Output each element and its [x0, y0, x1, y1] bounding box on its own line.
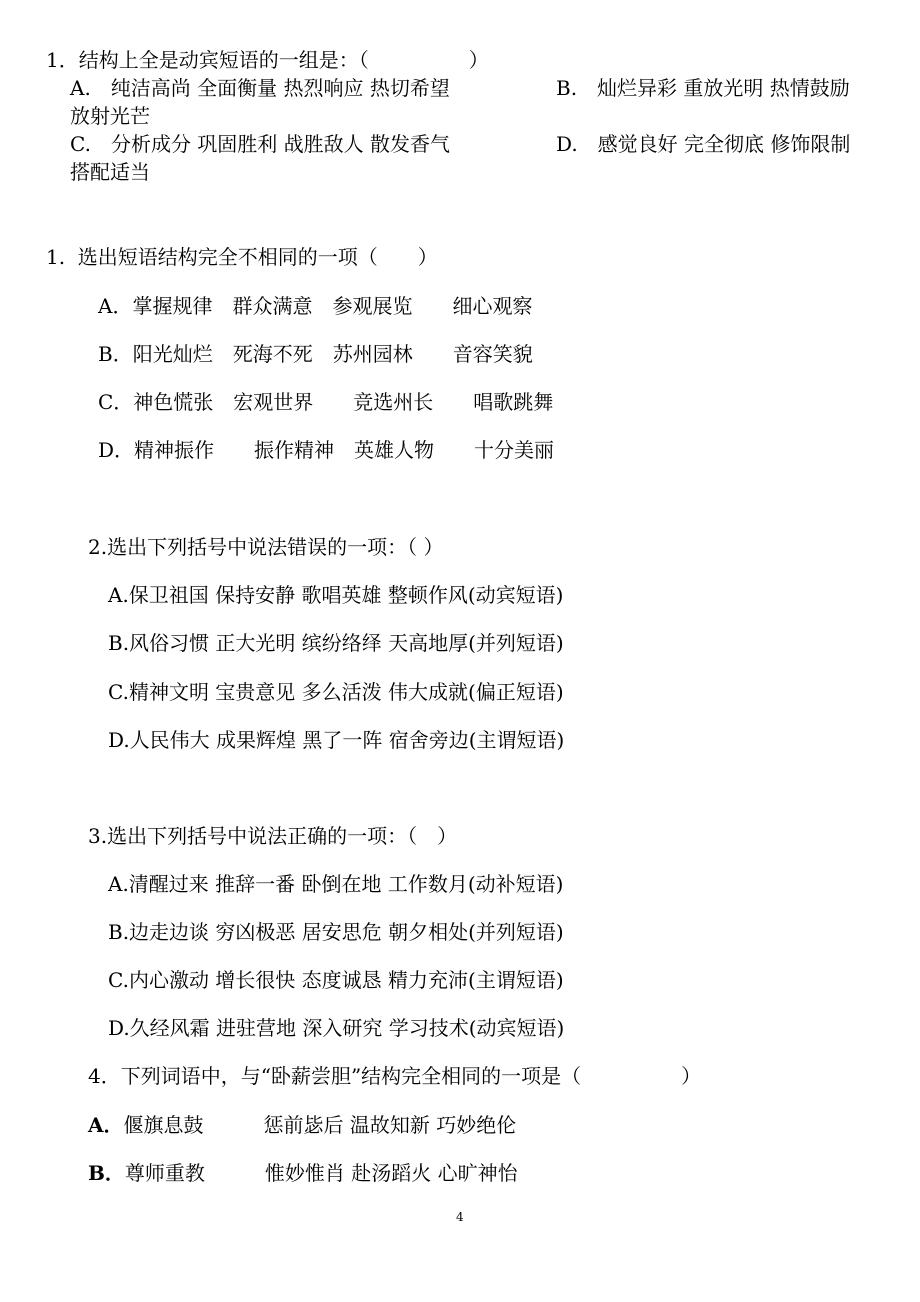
q3-option-b: B.边走边谈 穷凶极恶 居安思危 朝夕相处(并列短语): [108, 920, 564, 944]
q4-option-a-label: A．: [88, 1113, 124, 1137]
q2-option-a: A.保卫祖国 保持安静 歌唱英雄 整顿作风(动宾短语): [108, 583, 564, 607]
page-number: 4: [456, 1210, 464, 1224]
q1b-option-c: C．神色慌张 宏观世界 竞选州长 唱歌跳舞: [98, 390, 554, 414]
q4-option-b-text: 尊师重教 惟妙惟肖 赴汤蹈火 心旷神怡: [124, 1161, 518, 1185]
q1a-option-d: D. 感觉良好 完全彻底 修饰限制: [556, 132, 851, 156]
q4-option-b-label: B．: [88, 1161, 125, 1185]
q4-option-a: [88, 1113, 516, 1137]
q1b-stem: 1. 选出短语结构完全不相同的一项（ ）: [46, 245, 438, 269]
q1a-stem: 1．结构上全是动宾短语的一组是：（ ）: [46, 48, 489, 72]
q4-option-b: [88, 1161, 518, 1185]
q4-stem: 4．下列词语中，与“卧薪尝胆”结构完全相同的一项是（ ）: [88, 1064, 702, 1088]
q3-option-c: C.内心激动 增长很快 态度诚恳 精力充沛(主谓短语): [108, 968, 564, 992]
q3-stem: 3.选出下列括号中说法正确的一项：（ ）: [88, 824, 458, 848]
q1a-option-a: A. 纯洁高尚 全面衡量 热烈响应 热切希望: [70, 76, 450, 100]
q2-option-c: C.精神文明 宝贵意见 多么活泼 伟大成就(偏正短语): [108, 680, 564, 704]
q4-option-a-text: 偃旗息鼓 惩前毖后 温故知新 巧妙绝伦: [123, 1113, 517, 1137]
q3-option-d: D.久经风霜 进驻营地 深入研究 学习技术(动宾短语): [108, 1016, 565, 1040]
q2-option-b: B.风俗习惯 正大光明 缤纷络绎 天高地厚(并列短语): [108, 631, 564, 655]
q2-option-d: D.人民伟大 成果辉煌 黑了一阵 宿舍旁边(主谓短语): [108, 728, 565, 752]
q1b-option-b: B．阳光灿烂 死海不死 苏州园林 音容笑貌: [98, 342, 533, 366]
q1a-option-b: B. 灿烂异彩 重放光明 热情鼓励: [556, 76, 850, 100]
q1a-option-c: C. 分析成分 巩固胜利 战胜敌人 散发香气: [70, 132, 451, 156]
q1a-option-d-wrap: 搭配适当: [70, 160, 150, 184]
q3-option-a: A.清醒过来 推辞一番 卧倒在地 工作数月(动补短语): [108, 872, 564, 896]
q1b-option-d: D．精神振作 振作精神 英雄人物 十分美丽: [98, 438, 555, 462]
q1a-option-b-wrap: 放射光芒: [70, 104, 150, 128]
q2-stem: 2.选出下列括号中说法错误的一项：（ ）: [88, 535, 444, 559]
q1b-option-a: A．掌握规律 群众满意 参观展览 细心观察: [98, 294, 533, 318]
